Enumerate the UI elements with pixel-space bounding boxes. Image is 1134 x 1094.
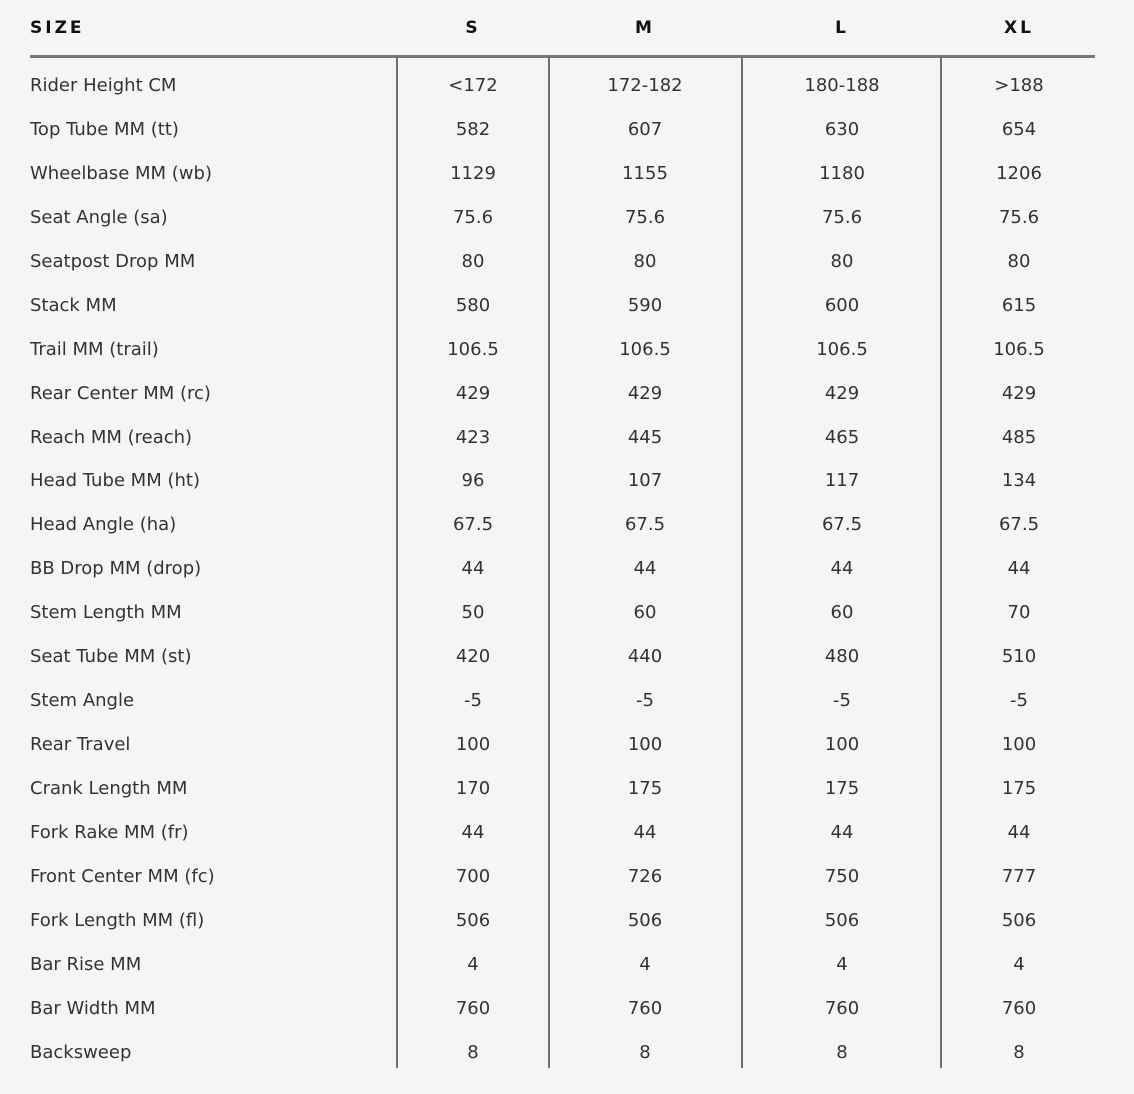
value-size-m: 100 [627, 734, 663, 756]
row-label: Seatpost Drop MM [30, 250, 196, 272]
value-size-xl: 106.5 [993, 338, 1045, 360]
value-size-s: 700 [455, 865, 491, 887]
value-size-xl: 1206 [996, 162, 1042, 184]
table-row [30, 591, 1095, 635]
value-size-s: 420 [455, 646, 491, 668]
value-size-m: 172-182 [607, 75, 683, 96]
row-label: Fork Length MM (fl) [30, 909, 205, 931]
row-label: Rider Height CM [30, 75, 177, 96]
value-size-l: 60 [830, 602, 854, 624]
value-size-xl: -5 [1010, 690, 1028, 712]
value-size-l: 175 [824, 778, 860, 799]
value-size-l: 480 [824, 646, 860, 668]
table-row [30, 459, 1095, 503]
value-size-m: 44 [633, 821, 657, 843]
value-size-s: 8 [467, 1041, 479, 1063]
table-row [30, 635, 1095, 679]
value-size-l: 44 [830, 558, 854, 580]
value-size-s: 429 [455, 382, 491, 404]
value-size-xl: 615 [1001, 294, 1037, 316]
value-size-xl: 75.6 [998, 206, 1040, 228]
value-size-l: -5 [833, 690, 851, 712]
value-size-l: 1180 [819, 162, 865, 184]
value-size-m: 67.5 [624, 514, 666, 536]
value-size-xl: 70 [1007, 602, 1031, 624]
table-row [30, 723, 1095, 767]
row-label: Rear Travel [30, 734, 131, 756]
value-size-l: 506 [824, 909, 860, 931]
row-label: Seat Tube MM (st) [30, 646, 192, 668]
value-size-m: 506 [627, 909, 663, 931]
value-size-m: 440 [627, 646, 663, 668]
value-size-s: 760 [455, 997, 491, 1019]
row-label: Bar Width MM [30, 997, 156, 1019]
value-size-m: 429 [627, 382, 663, 404]
table-row [30, 328, 1095, 372]
value-size-l: 117 [824, 470, 860, 492]
value-size-s: 96 [461, 470, 485, 492]
row-label: Trail MM (trail) [30, 338, 159, 360]
row-label: Bar Rise MM [30, 953, 142, 975]
value-size-s: 106.5 [447, 338, 499, 360]
value-size-m: 726 [627, 865, 663, 887]
value-size-xl: 506 [1001, 909, 1037, 931]
row-label: Head Angle (ha) [30, 514, 177, 536]
value-size-m: 607 [627, 118, 663, 140]
value-size-xl: 485 [1001, 426, 1037, 448]
value-size-m: 80 [633, 250, 657, 272]
header-size-l: L [835, 18, 849, 38]
value-size-xl: 175 [1001, 778, 1037, 799]
value-size-xl: 8 [1013, 1041, 1025, 1063]
value-size-l: 600 [824, 294, 860, 316]
value-size-l: 44 [830, 821, 854, 843]
value-size-s: 75.6 [452, 206, 494, 228]
table-row [30, 108, 1095, 152]
value-size-xl: 80 [1007, 250, 1031, 272]
table-row [30, 811, 1095, 855]
table-row [30, 416, 1095, 460]
value-size-m: 44 [633, 558, 657, 580]
row-label: BB Drop MM (drop) [30, 558, 202, 580]
value-size-s: 4 [467, 953, 479, 975]
header-size-xl: XL [1004, 18, 1034, 38]
row-label: Stem Angle [30, 690, 135, 712]
value-size-xl: >188 [994, 75, 1044, 96]
value-size-s: 44 [461, 821, 485, 843]
value-size-xl: 67.5 [998, 514, 1040, 536]
row-label: Front Center MM (fc) [30, 865, 215, 887]
value-size-s: 50 [461, 602, 485, 624]
table-row [30, 372, 1095, 416]
value-size-l: 100 [824, 734, 860, 756]
table-row [30, 240, 1095, 284]
value-size-m: 760 [627, 997, 663, 1019]
table-row [30, 855, 1095, 899]
value-size-s: 582 [455, 118, 491, 140]
value-size-s: 423 [455, 426, 491, 448]
value-size-l: 180-188 [804, 75, 880, 96]
value-size-l: 429 [824, 382, 860, 404]
value-size-m: -5 [636, 690, 654, 712]
table-row [30, 152, 1095, 196]
row-label: Rear Center MM (rc) [30, 382, 211, 404]
table-row [30, 64, 1095, 108]
table-row [30, 284, 1095, 328]
header-size-m: M [635, 18, 655, 38]
table-row [30, 547, 1095, 591]
row-label: Backsweep [30, 1041, 132, 1063]
value-size-l: 4 [836, 953, 848, 975]
value-size-s: 67.5 [452, 514, 494, 536]
header-size-label: SIZE [30, 18, 85, 38]
value-size-m: 107 [627, 470, 663, 492]
value-size-m: 1155 [622, 162, 668, 184]
value-size-s: 506 [455, 909, 491, 931]
value-size-m: 8 [639, 1041, 651, 1063]
value-size-m: 175 [627, 778, 663, 799]
table-row [30, 196, 1095, 240]
value-size-xl: 429 [1001, 382, 1037, 404]
value-size-l: 67.5 [821, 514, 863, 536]
table-body [30, 64, 1095, 1075]
value-size-xl: 44 [1007, 558, 1031, 580]
table-row [30, 767, 1095, 811]
value-size-xl: 760 [1001, 997, 1037, 1019]
value-size-s: 80 [461, 250, 485, 272]
value-size-l: 630 [824, 118, 860, 140]
row-label: Fork Rake MM (fr) [30, 821, 189, 843]
table-row [30, 899, 1095, 943]
row-label: Stack MM [30, 294, 117, 316]
table-row [30, 943, 1095, 987]
value-size-s: 580 [455, 294, 491, 316]
value-size-xl: 510 [1001, 646, 1037, 668]
value-size-xl: 100 [1001, 734, 1037, 756]
value-size-xl: 44 [1007, 821, 1031, 843]
value-size-s: 44 [461, 558, 485, 580]
row-label: Head Tube MM (ht) [30, 470, 200, 492]
header-size-s: S [465, 18, 481, 38]
header-divider [30, 55, 1095, 58]
value-size-xl: 4 [1013, 953, 1025, 975]
row-label: Seat Angle (sa) [30, 206, 168, 228]
row-label: Stem Length MM [30, 602, 182, 624]
table-row [30, 503, 1095, 547]
value-size-m: 590 [627, 294, 663, 316]
row-label: Reach MM (reach) [30, 426, 193, 448]
value-size-xl: 777 [1001, 865, 1037, 887]
value-size-xl: 654 [1001, 118, 1037, 140]
value-size-xl: 134 [1001, 470, 1037, 492]
table-header [30, 0, 1095, 57]
value-size-l: 106.5 [816, 338, 868, 360]
value-size-s: <172 [448, 75, 498, 96]
row-label: Crank Length MM [30, 778, 188, 799]
value-size-l: 760 [824, 997, 860, 1019]
value-size-l: 465 [824, 426, 860, 448]
value-size-s: 170 [455, 778, 491, 799]
value-size-s: -5 [464, 690, 482, 712]
value-size-m: 4 [639, 953, 651, 975]
value-size-l: 8 [836, 1041, 848, 1063]
row-label: Top Tube MM (tt) [30, 118, 179, 140]
value-size-m: 106.5 [619, 338, 671, 360]
table-row [30, 987, 1095, 1031]
value-size-m: 75.6 [624, 206, 666, 228]
value-size-s: 100 [455, 734, 491, 756]
value-size-m: 445 [627, 426, 663, 448]
value-size-s: 1129 [450, 162, 496, 184]
table-row [30, 679, 1095, 723]
value-size-l: 75.6 [821, 206, 863, 228]
value-size-m: 60 [633, 602, 657, 624]
table-row [30, 1031, 1095, 1075]
value-size-l: 80 [830, 250, 854, 272]
value-size-l: 750 [824, 865, 860, 887]
row-label: Wheelbase MM (wb) [30, 162, 212, 184]
geometry-table [30, 0, 1095, 1063]
